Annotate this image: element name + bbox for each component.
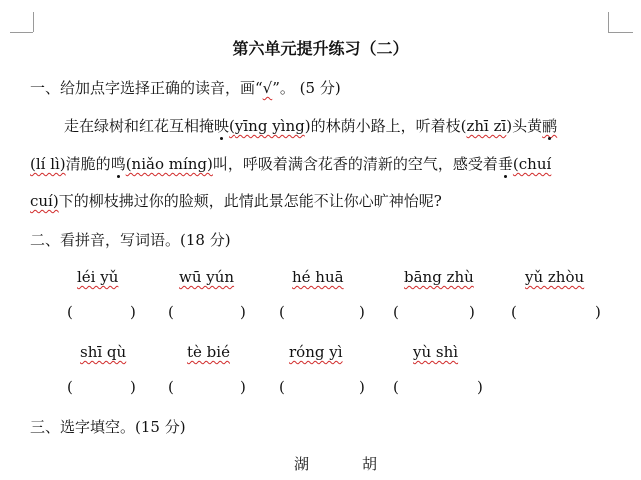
answer-blank-open[interactable]: ( [168,303,174,321]
pinyin-prompt: bāng zhù [404,268,474,286]
answer-blank-close[interactable]: ) [595,303,601,321]
pinyin-choice: cuí) [30,192,59,210]
section2-heading: 二、看拼音，写词语。(18 分) [30,231,231,249]
pinyin-choice: zhī zī [466,117,507,135]
crop-mark [608,12,609,32]
crop-mark [10,32,33,33]
passage-text: )头黄 [506,117,543,135]
answer-blank-open[interactable]: ( [393,378,399,396]
choice-char-2: 胡 [362,455,379,473]
answer-blank-open[interactable]: ( [67,378,73,396]
passage-text: 清脆的 [65,155,111,173]
pinyin-prompt: yǔ zhòu [525,268,585,286]
answer-blank-close[interactable]: ) [240,378,246,396]
passage-line-3 [30,192,442,210]
answer-blank-close[interactable]: ) [359,378,365,396]
crop-mark [608,32,633,33]
section1-heading-tail: ”。 (5 分) [272,79,341,97]
passage-text: 叫，呼吸着满含花香的清新的空气，感受着 [212,155,498,173]
pinyin-choice: (niǎo míng) [125,155,213,173]
answer-blank-close[interactable]: ) [240,303,246,321]
pinyin-prompt: yù shì [413,343,459,361]
passage-line-2 [30,155,551,173]
answer-blank-open[interactable]: ( [168,378,174,396]
pinyin-prompt: léi yǔ [77,268,119,286]
pinyin-choice: (chuí [512,155,552,173]
passage-text: ( [460,117,467,135]
check-mark: √ [262,79,273,97]
pinyin-choice: ( [229,117,235,135]
answer-blank-close[interactable]: ) [130,378,136,396]
passage-line-1 [64,117,557,135]
dotted-char: 鹂 [542,117,558,135]
choice-char-1: 湖 [294,455,311,473]
answer-blank-open[interactable]: ( [67,303,73,321]
document-title: 第六单元提升练习（二） [232,39,409,58]
section1-heading [30,79,341,97]
dotted-char: 映 [214,117,230,135]
pinyin-choice: yīng yìng [234,117,305,135]
section3-heading: 三、选字填空。(15 分) [30,418,186,436]
pinyin-prompt: róng yì [289,343,343,361]
pinyin-prompt: shī qù [80,343,127,361]
pinyin-choice: (lí lì) [30,155,66,173]
answer-blank-open[interactable]: ( [511,303,517,321]
pinyin-prompt: hé huā [292,268,344,286]
crop-mark [33,12,34,32]
answer-blank-close[interactable]: ) [359,303,365,321]
dotted-char: 垂 [497,155,513,173]
passage-text: 走在绿树和红花互相掩 [64,117,215,135]
dotted-char: 鸣 [110,155,126,173]
answer-blank-open[interactable]: ( [279,303,285,321]
answer-blank-open[interactable]: ( [393,303,399,321]
answer-blank-close[interactable]: ) [130,303,136,321]
answer-blank-close[interactable]: ) [477,378,483,396]
pinyin-prompt: tè bié [187,343,230,361]
passage-text: 下的柳枝拂过你的脸颊，此情此景怎能不让你心旷神怡呢? [58,192,442,210]
pinyin-prompt: wū yún [179,268,235,286]
answer-blank-close[interactable]: ) [469,303,475,321]
answer-blank-open[interactable]: ( [279,378,285,396]
section1-heading-text: 一、给加点字选择正确的读音，画“ [30,79,263,97]
passage-text: )的林荫小路上，听着枝 [304,117,461,135]
